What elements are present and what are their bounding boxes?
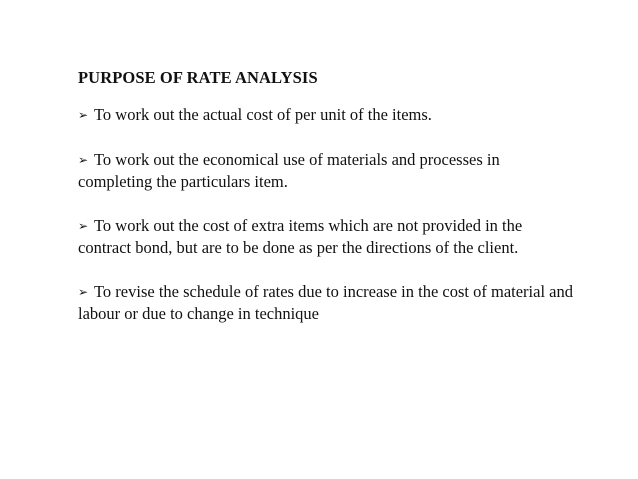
- arrow-bullet-icon: ➢: [78, 153, 89, 167]
- list-item: [78, 215, 578, 258]
- document-body: [78, 67, 578, 347]
- page-title: PURPOSE OF RATE ANALYSIS: [78, 68, 318, 87]
- list-item-text: To work out the cost of extra items which are not provided in the contract bond, but are to be done as per the directions of the client.: [78, 216, 523, 257]
- list-item: [78, 104, 578, 126]
- list-item: [78, 149, 578, 192]
- list-item-text: To work out the economical use of materials and processes in completing the particulars item.: [78, 150, 500, 191]
- list-item: [78, 281, 578, 324]
- list-item-text: To work out the actual cost of per unit of the items.: [94, 105, 432, 124]
- list-item-text: To revise the schedule of rates due to increase in the cost of material and labour or due to change in technique: [78, 282, 573, 323]
- arrow-bullet-icon: ➢: [78, 285, 89, 299]
- arrow-bullet-icon: ➢: [78, 219, 89, 233]
- arrow-bullet-icon: ➢: [78, 108, 89, 122]
